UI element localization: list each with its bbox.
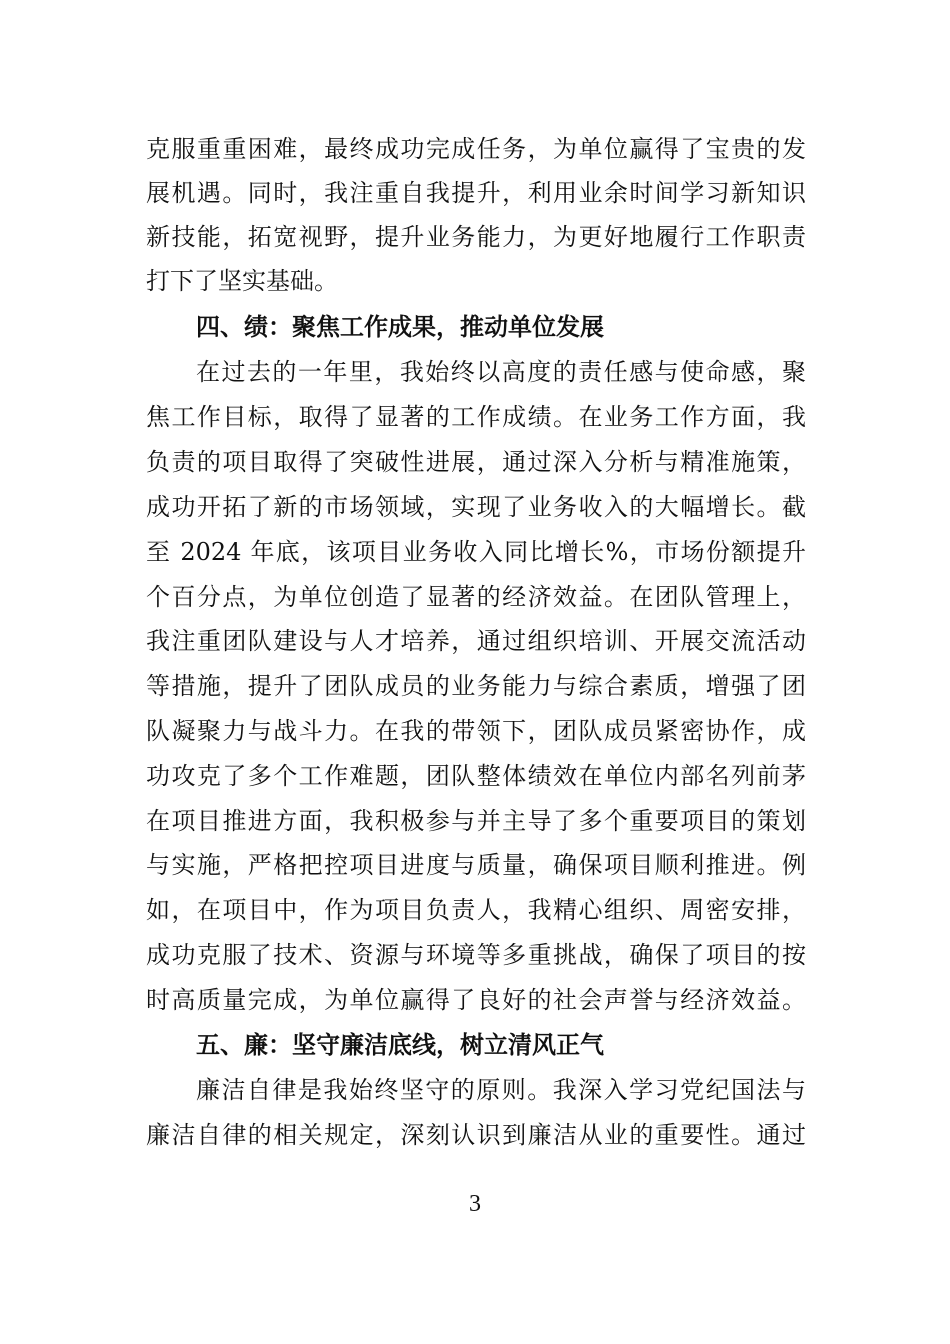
body-line: 时高质量完成，为单位赢得了良好的社会声誉与经济效益。 — [146, 986, 806, 1014]
body-line: 队凝聚力与战斗力。在我的带领下，团队成员紧密协作，成 — [146, 717, 806, 745]
body-line: 展机遇。同时，我注重自我提升，利用业余时间学习新知识 — [146, 179, 806, 207]
body-line: 打下了坚实基础。 — [146, 267, 338, 295]
body-line: 如，在项目中，作为项目负责人，我精心组织、周密安排， — [146, 896, 806, 924]
section-heading-4: 四、绩：聚焦工作成果，推动单位发展 — [196, 313, 604, 341]
body-line: 我注重团队建设与人才培养，通过组织培训、开展交流活动 — [146, 627, 806, 655]
body-line: 新技能，拓宽视野，提升业务能力，为更好地履行工作职责 — [146, 223, 806, 251]
body-line: 在项目推进方面，我积极参与并主导了多个重要项目的策划 — [146, 807, 806, 835]
body-line: 克服重重困难，最终成功完成任务，为单位赢得了宝贵的发 — [146, 135, 806, 163]
body-line: 等措施，提升了团队成员的业务能力与综合素质，增强了团 — [146, 672, 806, 700]
body-line: 成功开拓了新的市场领域，实现了业务收入的大幅增长。截 — [146, 493, 806, 521]
body-line: 个百分点，为单位创造了显著的经济效益。在团队管理上， — [146, 583, 806, 611]
body-line: 焦工作目标，取得了显著的工作成绩。在业务工作方面，我 — [146, 403, 806, 431]
page-number: 3 — [469, 1191, 481, 1217]
body-line: 负责的项目取得了突破性进展，通过深入分析与精准施策， — [146, 448, 806, 476]
paragraph-first-line: 廉洁自律是我始终坚守的原则。我深入学习党纪国法与 — [196, 1076, 806, 1104]
body-line: 至 2024 年底，该项目业务收入同比增长%，市场份额提升 — [146, 538, 806, 566]
body-line: 廉洁自律的相关规定，深刻认识到廉洁从业的重要性。通过 — [146, 1121, 806, 1149]
body-line: 成功克服了技术、资源与环境等多重挑战，确保了项目的按 — [146, 941, 806, 969]
body-line: 与实施，严格把控项目进度与质量，确保项目顺利推进。例 — [146, 851, 806, 879]
body-line: 功攻克了多个工作难题，团队整体绩效在单位内部名列前茅 — [146, 762, 806, 790]
section-heading-5: 五、廉：坚守廉洁底线，树立清风正气 — [196, 1031, 604, 1059]
paragraph-first-line: 在过去的一年里，我始终以高度的责任感与使命感，聚 — [196, 358, 806, 386]
